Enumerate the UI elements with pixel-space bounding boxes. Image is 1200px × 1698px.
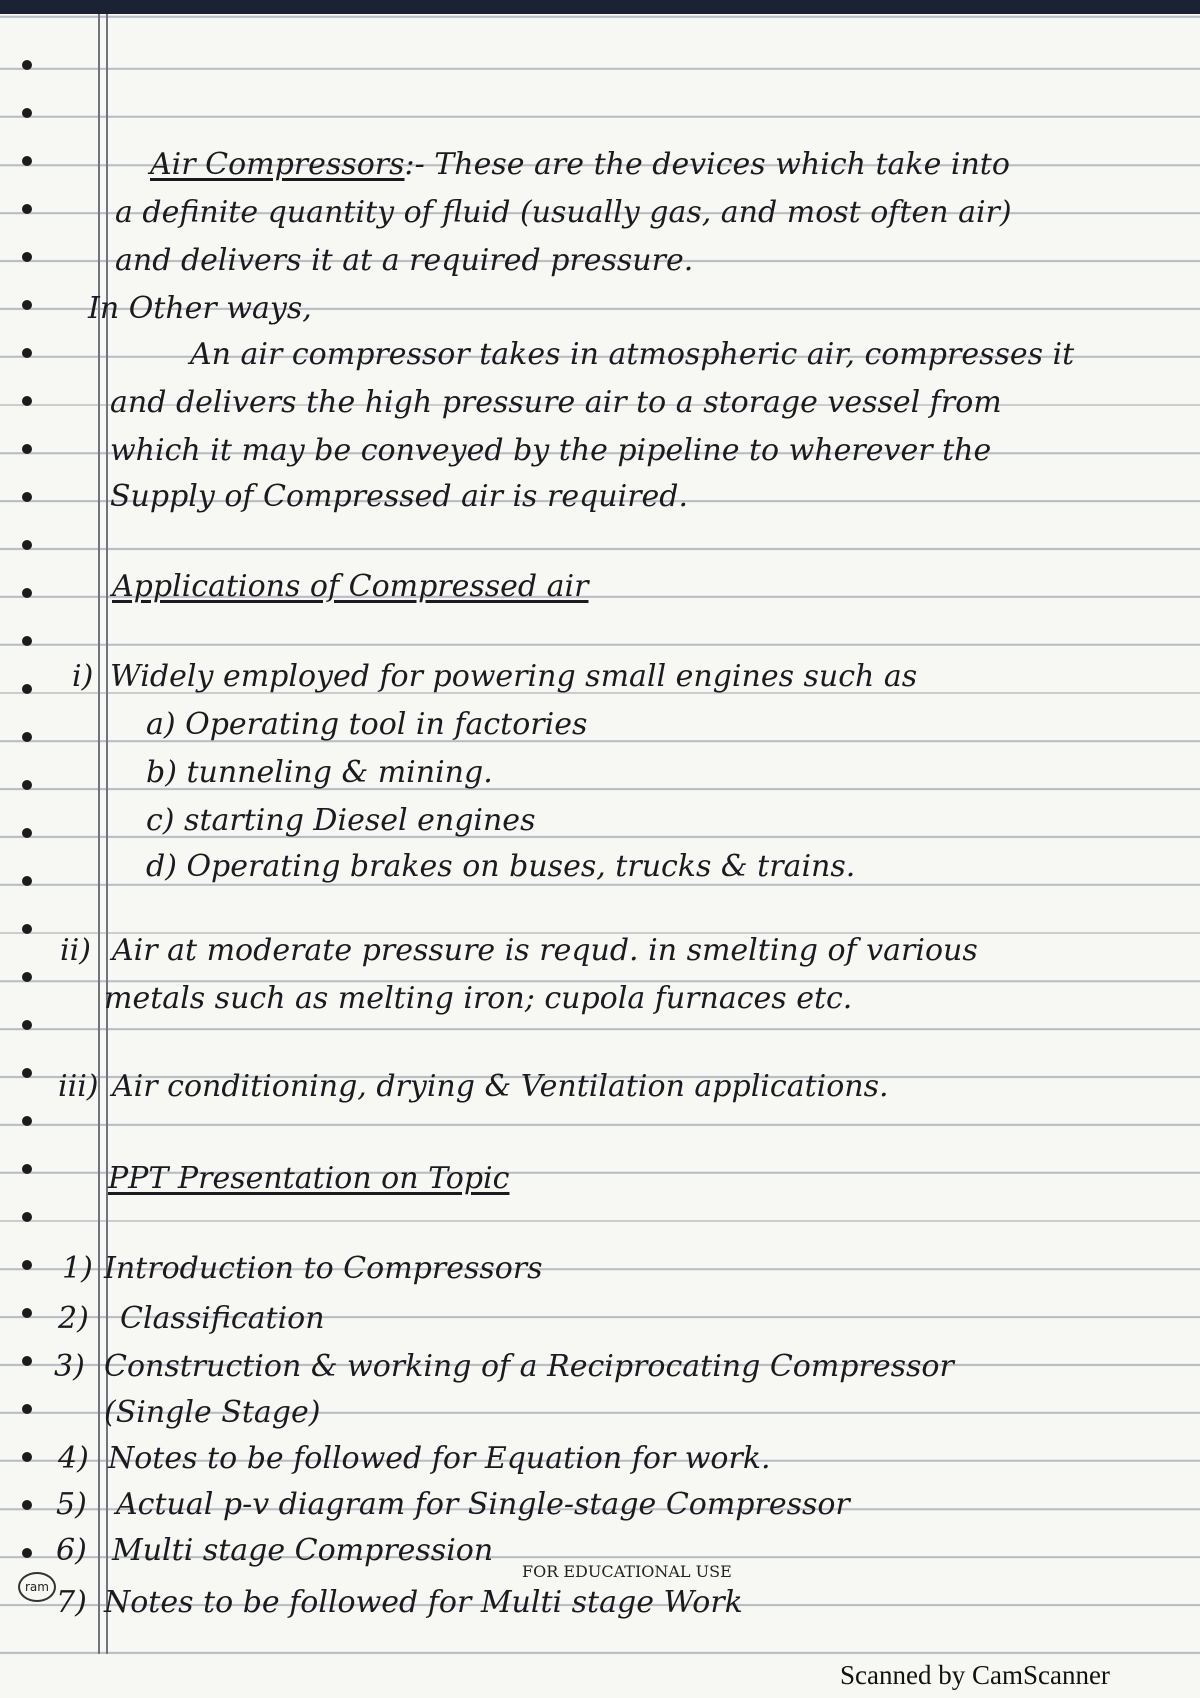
binder-hole-icon (22, 636, 32, 646)
binder-hole-icon (22, 1356, 32, 1366)
binder-hole-icon (22, 972, 32, 982)
ppt-item-text: Notes to be followed for Multi stage Work (104, 1585, 743, 1620)
definition-title: Air Compressors (150, 147, 405, 182)
ppt-item-number: 5) (56, 1487, 87, 1522)
application-sub-item: d) Operating brakes on buses, trucks & trains. (146, 849, 856, 884)
binder-hole-icon (22, 684, 32, 694)
binder-holes (22, 44, 52, 1664)
binder-hole-icon (22, 1116, 32, 1126)
educational-use-watermark: FOR EDUCATIONAL USE (522, 1562, 732, 1581)
application-text: Air conditioning, drying & Ventilation applications. (112, 1069, 889, 1104)
other-ways-heading: In Other ways, (88, 291, 312, 326)
ppt-item-text: Construction & working of a Reciprocating Compressor (104, 1349, 954, 1384)
stamp-icon: ram (18, 1572, 56, 1602)
scan-top-edge (0, 0, 1200, 14)
binder-hole-icon (22, 924, 32, 934)
binder-hole-icon (22, 252, 32, 262)
ppt-item-number: 6) (56, 1533, 87, 1568)
binder-hole-icon (22, 492, 32, 502)
margin-line (98, 14, 100, 1654)
other-ways-line-2: and delivers the high pressure air to a storage vessel from (110, 385, 1002, 420)
binder-hole-icon (22, 732, 32, 742)
application-sub-item: c) starting Diesel engines (146, 803, 536, 838)
definition-line-3: and delivers it at a required pressure. (115, 243, 694, 278)
ppt-item-text: Actual p-v diagram for Single-stage Compressor (116, 1487, 850, 1522)
definition-text: :- These are the devices which take into (404, 147, 1010, 182)
application-number: iii) (58, 1069, 99, 1104)
binder-hole-icon (22, 108, 32, 118)
binder-hole-icon (22, 156, 32, 166)
definition-line-1 (150, 147, 1010, 182)
camscanner-label: Scanned by CamScanner (840, 1660, 1110, 1690)
applications-heading: Applications of Compressed air (112, 569, 589, 604)
ppt-item-number: 3) (54, 1349, 85, 1384)
application-number: i) (72, 659, 94, 694)
application-text: metals such as melting iron; cupola furnaces etc. (104, 981, 853, 1016)
binder-hole-icon (22, 60, 32, 70)
binder-hole-icon (22, 1452, 32, 1462)
ppt-item-text: Classification (120, 1301, 325, 1336)
binder-hole-icon (22, 780, 32, 790)
ppt-item-number: 7) (56, 1585, 87, 1620)
binder-hole-icon (22, 348, 32, 358)
binder-hole-icon (22, 300, 32, 310)
binder-hole-icon (22, 1164, 32, 1174)
binder-hole-icon (22, 396, 32, 406)
binder-hole-icon (22, 1404, 32, 1414)
binder-hole-icon (22, 444, 32, 454)
binder-hole-icon (22, 1500, 32, 1510)
ppt-item-text: Notes to be followed for Equation for work. (108, 1441, 771, 1476)
ppt-item-text: Multi stage Compression (112, 1533, 494, 1568)
ppt-item-text: Introduction to Compressors (104, 1251, 543, 1286)
ppt-heading: PPT Presentation on Topic (108, 1161, 510, 1196)
other-ways-line-3: which it may be conveyed by the pipeline to wherever the (110, 433, 992, 468)
ppt-item-text: (Single Stage) (104, 1395, 321, 1430)
application-sub-item: b) tunneling & mining. (146, 755, 493, 790)
binder-hole-icon (22, 588, 32, 598)
application-text: Widely employed for powering small engines such as (110, 659, 918, 694)
binder-hole-icon (22, 540, 32, 550)
binder-hole-icon (22, 1068, 32, 1078)
definition-line-2: a definite quantity of fluid (usually gas, and most often air) (115, 195, 1012, 230)
other-ways-line-1: An air compressor takes in atmospheric air, compresses it (190, 337, 1075, 372)
binder-hole-icon (22, 828, 32, 838)
ppt-item-number: 2) (58, 1301, 89, 1336)
application-number: ii) (60, 933, 91, 968)
binder-hole-icon (22, 876, 32, 886)
binder-hole-icon (22, 1020, 32, 1030)
application-sub-item: a) Operating tool in factories (146, 707, 588, 742)
other-ways-line-4: Supply of Compressed air is required. (110, 479, 689, 514)
ppt-item-number: 4) (58, 1441, 89, 1476)
binder-hole-icon (22, 1260, 32, 1270)
binder-hole-icon (22, 204, 32, 214)
binder-hole-icon (22, 1308, 32, 1318)
ppt-item-number: 1) (62, 1251, 93, 1286)
binder-hole-icon (22, 1548, 32, 1558)
binder-hole-icon (22, 1212, 32, 1222)
application-text: Air at moderate pressure is requd. in smelting of various (112, 933, 978, 968)
